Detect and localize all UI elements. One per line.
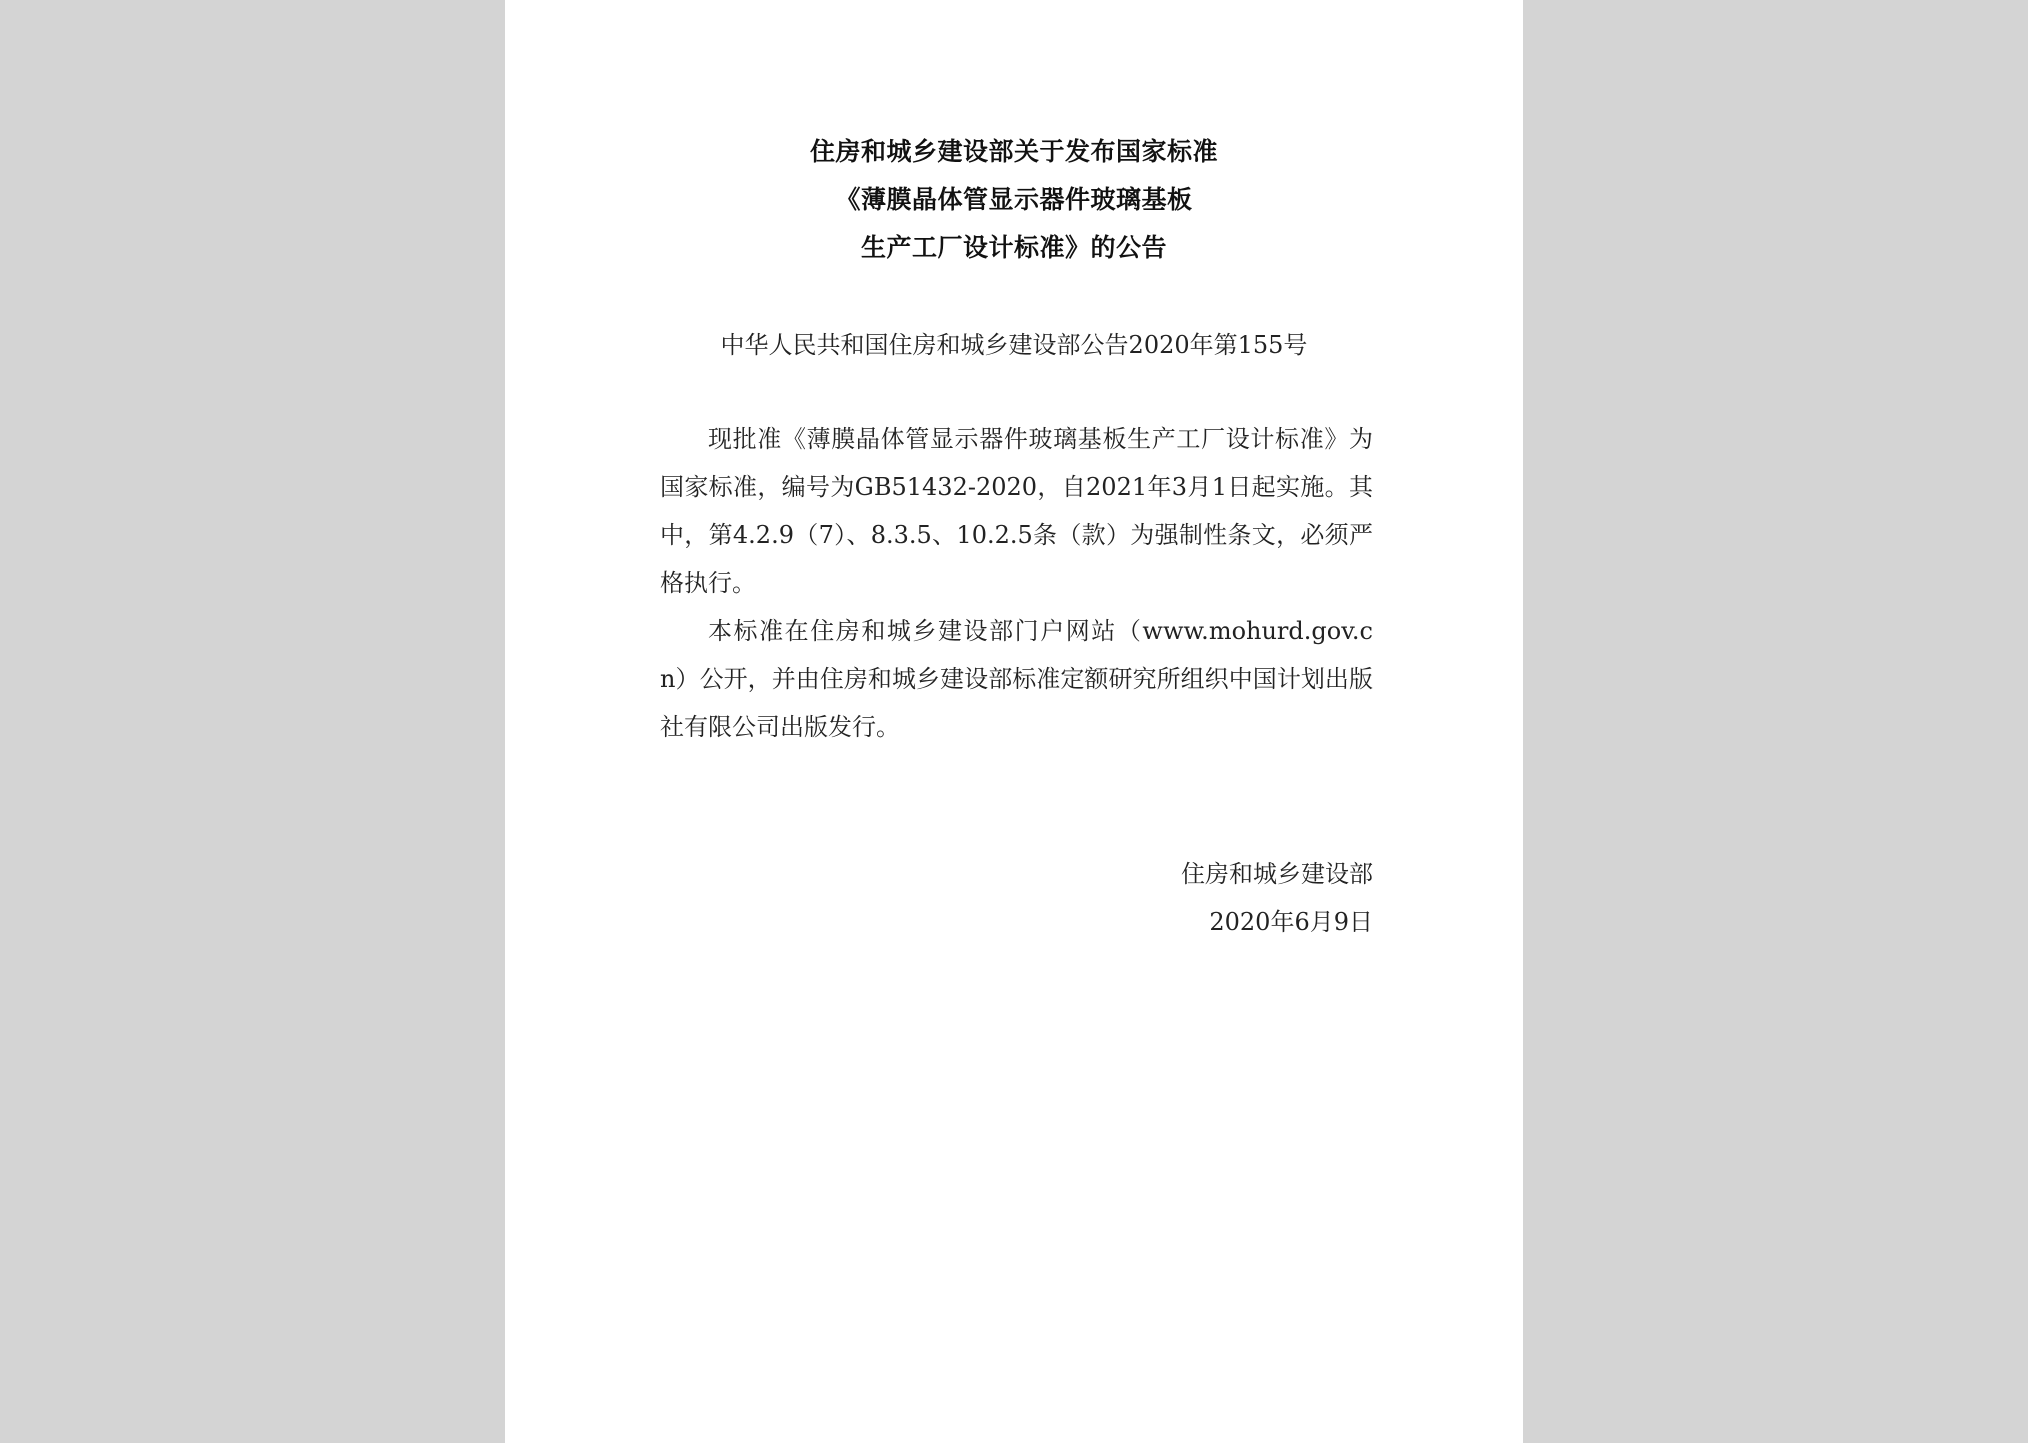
document-page — [505, 0, 1523, 1443]
title-line-3: 生产工厂设计标准》的公告 — [860, 233, 1167, 262]
title-line-1: 住房和城乡建设部关于发布国家标准 — [809, 137, 1218, 166]
signature-block — [660, 850, 1373, 946]
paragraph-approval: 现批准《薄膜晶体管显示器件玻璃基板生产工厂设计标准》为国家标准，编号为GB51432-2020，自2021年3月1日起实施。其中，第4.2.9（7）、8.3.5、10.2.5条（款）为强制性条文，必须严格执行。 — [660, 425, 1373, 597]
document-body — [660, 415, 1373, 751]
document-title — [505, 128, 1523, 272]
paragraph-publication: 本标准在住房和城乡建设部门户网站（www.mohurd.gov.cn）公开，并由住房和城乡建设部标准定额研究所组织中国计划出版社有限公司出版发行。 — [660, 617, 1373, 741]
title-line-2: 《薄膜晶体管显示器件玻璃基板 — [835, 185, 1193, 214]
signature-date: 2020年6月9日 — [1209, 908, 1373, 936]
signature-issuer: 住房和城乡建设部 — [1181, 860, 1373, 888]
announcement-number: 中华人民共和国住房和城乡建设部公告2020年第155号 — [720, 331, 1308, 359]
